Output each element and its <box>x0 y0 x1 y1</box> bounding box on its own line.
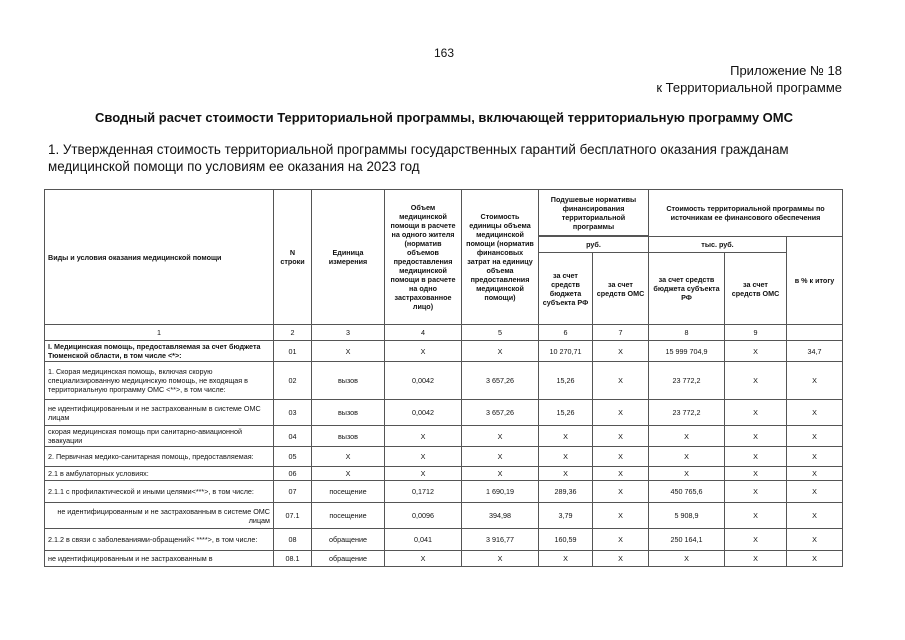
row-oms-thous: Х <box>725 467 787 481</box>
row-unit: Х <box>312 341 385 362</box>
table-row <box>45 529 843 551</box>
row-number: 07 <box>274 481 312 503</box>
col-number: 9 <box>725 325 787 341</box>
appendix-line-2: к Территориальной программе <box>656 80 842 95</box>
row-oms-rub: Х <box>593 341 649 362</box>
header-kind: Виды и условия оказания медицинской помощи <box>45 190 274 325</box>
row-percent: Х <box>787 400 843 426</box>
col-number: 7 <box>593 325 649 341</box>
row-number: 01 <box>274 341 312 362</box>
header-per-capita: Подушевые нормативы финансирования территориальной программы <box>539 190 649 236</box>
row-oms-thous: Х <box>725 529 787 551</box>
appendix-line-1: Приложение № 18 <box>730 63 842 78</box>
row-budget-rub: 289,36 <box>539 481 593 503</box>
row-oms-rub: Х <box>593 529 649 551</box>
row-number: 03 <box>274 400 312 426</box>
row-percent: Х <box>787 503 843 529</box>
table-row <box>45 400 843 426</box>
header-budget-thous: за счет средств бюджета субъекта РФ <box>649 253 725 325</box>
row-oms-thous: Х <box>725 551 787 567</box>
row-unit: обращение <box>312 529 385 551</box>
row-unit-cost: Х <box>462 447 539 467</box>
row-budget-thous: 23 772,2 <box>649 362 725 400</box>
row-label: не идентифицированным и не застрахованным в системе ОМС лицам <box>45 503 274 529</box>
row-label: не идентифицированным и не застрахованным в системе ОМС лицам <box>45 400 274 426</box>
col-number: 8 <box>649 325 725 341</box>
row-unit-cost: 1 690,19 <box>462 481 539 503</box>
row-budget-thous: 450 765,6 <box>649 481 725 503</box>
row-label: 1. Скорая медицинская помощь, включая скорую специализированную медицинскую помощь, не входящая в территориальную программу ОМС <**>, в том числе: <box>45 362 274 400</box>
page-number: 163 <box>433 46 455 60</box>
row-label: 2.1.1 с профилактической и иными целями<***>, в том числе: <box>45 481 274 503</box>
row-budget-rub: Х <box>539 426 593 447</box>
row-unit-cost: Х <box>462 426 539 447</box>
row-volume: 0,1712 <box>385 481 462 503</box>
row-percent: 34,7 <box>787 341 843 362</box>
row-percent: Х <box>787 551 843 567</box>
row-number: 06 <box>274 467 312 481</box>
appendix-note <box>656 62 842 96</box>
row-volume: 0,0096 <box>385 503 462 529</box>
header-rub: руб. <box>539 237 649 253</box>
col-number: 4 <box>385 325 462 341</box>
row-unit: вызов <box>312 362 385 400</box>
header-unit: Единица измерения <box>312 190 385 325</box>
row-unit: обращение <box>312 551 385 567</box>
table-row <box>45 447 843 467</box>
row-oms-rub: Х <box>593 481 649 503</box>
row-unit-cost: Х <box>462 551 539 567</box>
row-label: 2. Первичная медико-санитарная помощь, предоставляемая: <box>45 447 274 467</box>
row-unit: посещение <box>312 481 385 503</box>
header-percent: в % к итогу <box>787 237 843 325</box>
row-label: I. Медицинская помощь, предоставляемая за счет бюджета Тюменской области, в том числе <*>: <box>45 341 274 362</box>
table-row <box>45 467 843 481</box>
row-budget-rub: 15,26 <box>539 400 593 426</box>
row-volume: Х <box>385 341 462 362</box>
row-percent: Х <box>787 529 843 551</box>
section-title: 1. Утвержденная стоимость территориальной программы государственных гарантий бесплатного оказания гражданам медицинской помощи по условиям ее оказания на 2023 год <box>48 142 789 174</box>
row-number: 05 <box>274 447 312 467</box>
row-percent: Х <box>787 467 843 481</box>
row-budget-rub: 10 270,71 <box>539 341 593 362</box>
row-unit-cost: 394,98 <box>462 503 539 529</box>
row-unit-cost: Х <box>462 341 539 362</box>
row-oms-rub: Х <box>593 503 649 529</box>
row-label: скорая медицинская помощь при санитарно-авиационной эвакуации <box>45 426 274 447</box>
row-number: 04 <box>274 426 312 447</box>
row-unit: вызов <box>312 426 385 447</box>
header-unit-cost: Стоимость единицы объема медицинской помощи (норматив финансовых затрат на единицу объема предоставления медицинской помощи) <box>462 190 539 325</box>
row-volume: Х <box>385 551 462 567</box>
row-number: 08 <box>274 529 312 551</box>
header-cost-by-source: Стоимость территориальной программы по источникам ее финансового обеспечения <box>649 190 843 237</box>
row-volume: Х <box>385 467 462 481</box>
row-oms-rub: Х <box>593 467 649 481</box>
col-number: 5 <box>462 325 539 341</box>
row-oms-thous: Х <box>725 481 787 503</box>
row-oms-thous: Х <box>725 447 787 467</box>
row-budget-thous: 250 164,1 <box>649 529 725 551</box>
row-unit: посещение <box>312 503 385 529</box>
row-oms-thous: Х <box>725 341 787 362</box>
row-unit: вызов <box>312 400 385 426</box>
table-row <box>45 503 843 529</box>
table-row <box>45 426 843 447</box>
row-budget-thous: Х <box>649 551 725 567</box>
row-oms-thous: Х <box>725 400 787 426</box>
cost-table <box>44 189 843 567</box>
row-label: 2.1.2 в связи с заболеваниями-обращений< ****>, в том числе: <box>45 529 274 551</box>
row-volume: 0,0042 <box>385 400 462 426</box>
table-row <box>45 341 843 362</box>
row-number: 02 <box>274 362 312 400</box>
row-budget-rub: Х <box>539 551 593 567</box>
row-unit-cost: 3 657,26 <box>462 400 539 426</box>
row-volume: 0,0042 <box>385 362 462 400</box>
row-unit: Х <box>312 447 385 467</box>
header-thous-rub: тыс. руб. <box>649 237 787 253</box>
row-oms-rub: Х <box>593 362 649 400</box>
row-unit-cost: 3 657,26 <box>462 362 539 400</box>
row-oms-rub: Х <box>593 551 649 567</box>
row-percent: Х <box>787 426 843 447</box>
header-volume: Объем медицинской помощи в расчете на одного жителя (норматив объемов предоставления медицинской помощи в расчете на одно застрахованное лицо) <box>385 190 462 325</box>
row-budget-rub: 15,26 <box>539 362 593 400</box>
row-number: 07.1 <box>274 503 312 529</box>
header-oms-thous: за счет средств ОМС <box>725 253 787 325</box>
row-budget-thous: Х <box>649 467 725 481</box>
table-row <box>45 551 843 567</box>
row-oms-rub: Х <box>593 400 649 426</box>
row-oms-rub: Х <box>593 447 649 467</box>
row-budget-rub: 160,59 <box>539 529 593 551</box>
row-percent: Х <box>787 447 843 467</box>
table-row <box>45 481 843 503</box>
header-oms-rub: за счет средств ОМС <box>593 253 649 325</box>
row-number: 08.1 <box>274 551 312 567</box>
row-oms-rub: Х <box>593 426 649 447</box>
row-oms-thous: Х <box>725 362 787 400</box>
row-volume: 0,041 <box>385 529 462 551</box>
row-unit-cost: 3 916,77 <box>462 529 539 551</box>
row-percent: Х <box>787 362 843 400</box>
row-budget-rub: 3,79 <box>539 503 593 529</box>
row-volume: Х <box>385 447 462 467</box>
row-budget-thous: 5 908,9 <box>649 503 725 529</box>
row-unit-cost: Х <box>462 467 539 481</box>
row-budget-thous: Х <box>649 447 725 467</box>
column-numbers-row <box>45 325 843 341</box>
row-label: 2.1 в амбулаторных условиях: <box>45 467 274 481</box>
col-number: 1 <box>45 325 274 341</box>
row-budget-thous: Х <box>649 426 725 447</box>
col-number: 3 <box>312 325 385 341</box>
row-oms-thous: Х <box>725 426 787 447</box>
row-unit: Х <box>312 467 385 481</box>
row-budget-thous: 15 999 704,9 <box>649 341 725 362</box>
col-number <box>787 325 843 341</box>
row-budget-rub: Х <box>539 467 593 481</box>
header-budget-rub: за счет средств бюджета субъекта РФ <box>539 253 593 325</box>
document-title: Сводный расчет стоимости Территориальной программы, включающей территориальную программу ОМС <box>94 110 793 125</box>
col-number: 6 <box>539 325 593 341</box>
table-row <box>45 362 843 400</box>
row-oms-thous: Х <box>725 503 787 529</box>
header-row-number: N строки <box>274 190 312 325</box>
col-number: 2 <box>274 325 312 341</box>
row-label: не идентифицированным и не застрахованным в <box>45 551 274 567</box>
row-percent: Х <box>787 481 843 503</box>
row-budget-thous: 23 772,2 <box>649 400 725 426</box>
row-budget-rub: Х <box>539 447 593 467</box>
row-volume: Х <box>385 426 462 447</box>
